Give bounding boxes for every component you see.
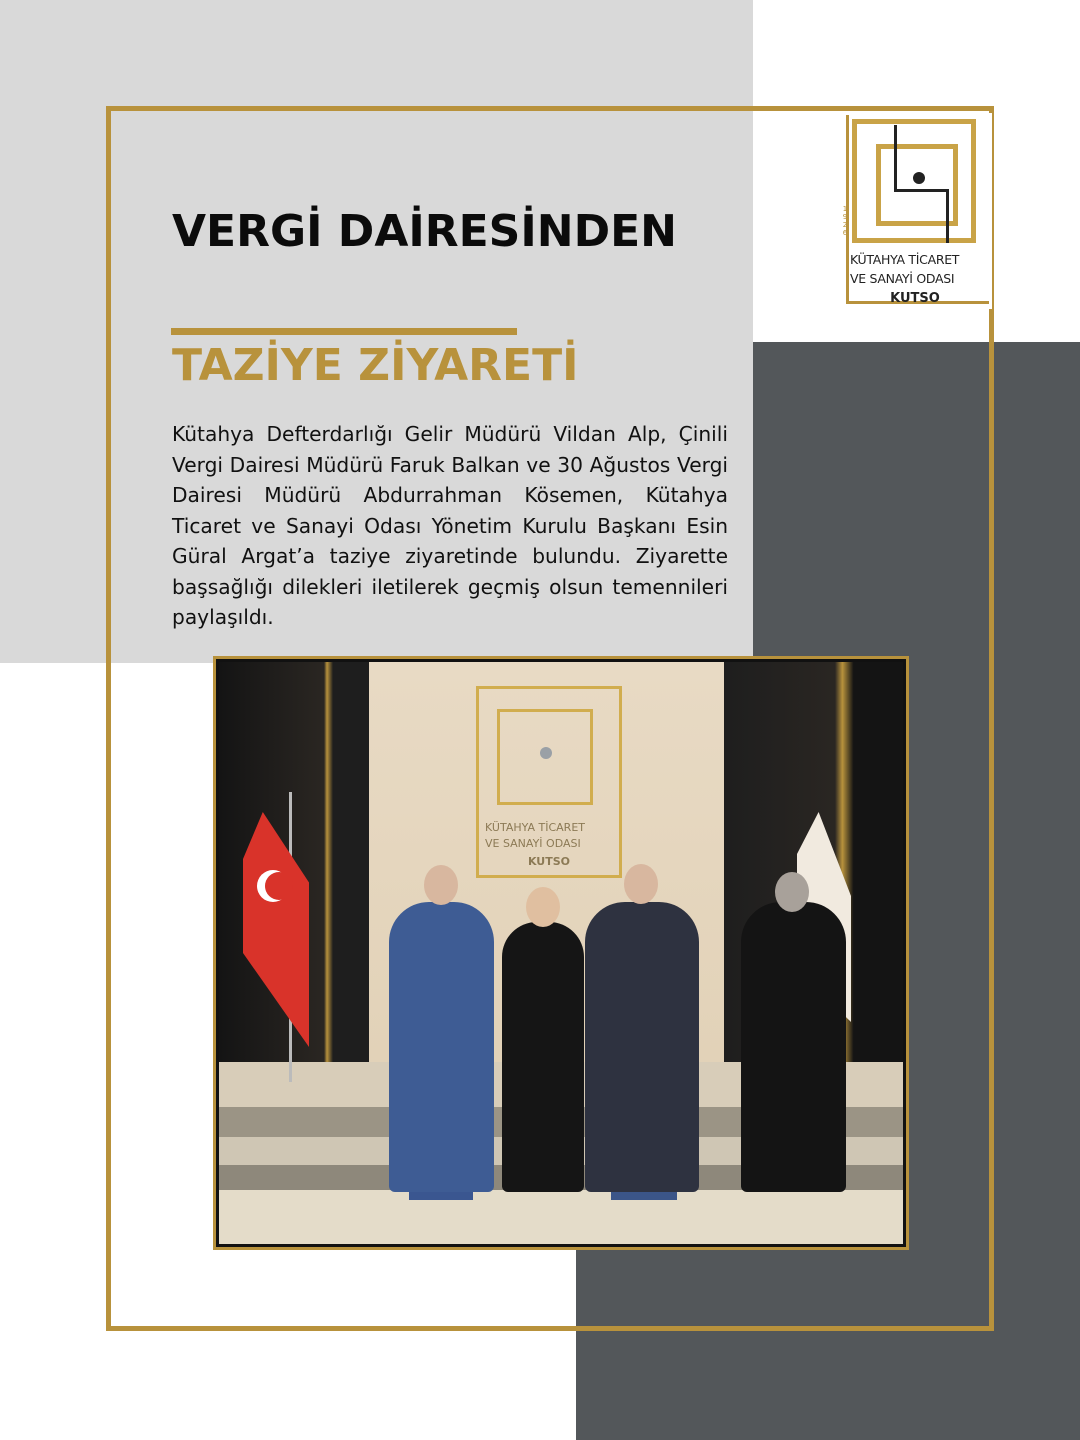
logo-abbreviation: KUTSO [890,291,940,306]
logo-line-icon [946,189,949,243]
photo-wall-sign [476,686,622,878]
group-photo [219,662,903,1244]
kutso-logo [842,113,992,309]
person-1 [389,902,494,1192]
gold-divider [171,328,517,335]
person-head [424,865,458,905]
photo-frame [213,656,909,1250]
person-head [526,887,560,927]
logo-line-icon [894,189,948,192]
photo-floor [219,1190,903,1244]
sign-abbreviation: KUTSO [527,855,571,868]
logo-line-icon [894,125,897,191]
person-2 [502,922,584,1192]
logo-year: 1 9 2 6 [842,205,848,237]
crescent-cutout [265,872,293,900]
logo-dot-icon [913,172,925,184]
person-head [775,872,809,912]
person-4 [741,902,846,1192]
sign-line1: KÜTAHYA TİCARET [485,821,585,834]
person-3 [585,902,699,1192]
page-subtitle: TAZİYE ZİYARETİ [172,340,579,391]
article-body: Kütahya Defterdarlığı Gelir Müdürü Vildan Alp, Çinili Vergi Dairesi Müdürü Faruk Balkan ve 30 Ağustos Vergi Dairesi Müdürü Abdurrahman Kösemen, Kütahya Ticaret ve Sanayi Odası Yönetim Kurulu Başkanı Esin Güral Argat’a taziye ziyaretinde bulundu. Ziyarette başsağlığı dilekleri iletilerek geçmiş olsun temennileri paylaşıldı. [172,422,728,629]
logo-name-line2: VE SANAYİ ODASI [850,271,955,286]
page-title: VERGİ DAİRESİNDEN [172,206,677,257]
sign-line2: VE SANAYİ ODASI [485,837,581,850]
logo-name-line1: KÜTAHYA TİCARET [850,252,960,267]
sign-dot-icon [540,747,552,759]
person-head [624,864,658,904]
